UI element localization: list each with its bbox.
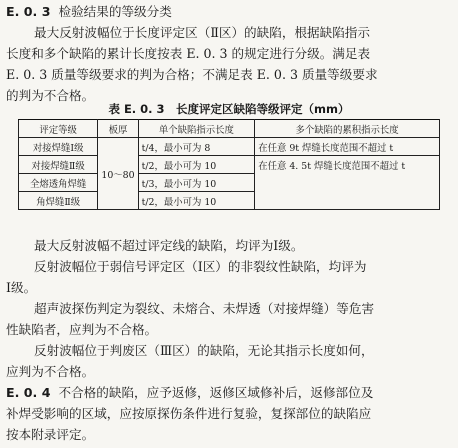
single-length-cell: t/2，最小可为 10: [138, 192, 255, 210]
table-caption: 表 E. 0. 3 长度评定区缺陷等级评定（mm）: [108, 102, 350, 116]
grade-cell: 对接焊缝Ⅰ级: [19, 138, 98, 156]
clause-line3: 按本附录评定。: [6, 427, 95, 442]
para4-line1: 超声波探伤判定为裂纹、未熔合、未焊透（对接焊缝）等危害: [34, 301, 375, 316]
para1-line4: 的判为不合格。: [6, 88, 95, 103]
para4-line2: 性缺陷者，应判为不合格。: [6, 322, 158, 337]
table-header-row: [19, 120, 440, 138]
single-length-cell: t/2，最小可为 10: [138, 156, 255, 174]
para2-line1: 最大反射波幅不超过评定线的缺陷，均评为Ⅰ级。: [34, 238, 304, 253]
grade-table: [18, 119, 440, 210]
section-number: E. 0. 3: [6, 4, 51, 19]
thickness-cell: 10～80: [98, 138, 138, 210]
para1-line1: 最大反射波幅位于长度评定区（Ⅱ区）的缺陷，根据缺陷指示: [34, 25, 370, 40]
para3-line1: 反射波幅位于弱信号评定区（Ⅰ区）的非裂纹性缺陷，均评为: [34, 259, 367, 274]
section-title: 检验结果的等级分类: [58, 4, 172, 19]
header-single-length: 单个缺陷指示长度: [138, 120, 255, 138]
para1-line3: E. 0. 3 质量等级要求的判为合格；不满足表 E. 0. 3 质量等级要求: [6, 67, 378, 82]
single-length-cell: t/3，最小可为 10: [138, 174, 255, 192]
table-row: [19, 138, 440, 156]
para5-line2: 应判为不合格。: [6, 364, 95, 379]
para5-line1: 反射波幅位于判废区（Ⅲ区）的缺陷，无论其指示长度如何，: [34, 343, 374, 358]
multiple-length-cell: 在任意 9t 焊缝长度范围不超过 t: [255, 138, 440, 156]
section-heading: [6, 1, 452, 22]
clause-number: E. 0. 4: [6, 385, 51, 400]
grade-cell: 角焊缝Ⅱ级: [19, 192, 98, 210]
para1-line2: 长度和多个缺陷的累计长度按表 E. 0. 3 的规定进行分级。满足表: [6, 46, 371, 61]
multiple-length-cell: 在任意 4. 5t 焊缝长度范围不超过 t: [255, 156, 440, 210]
single-length-cell: t/4，最小可为 8: [138, 138, 255, 156]
header-multiple-length: 多个缺陷的累积指示长度: [255, 120, 440, 138]
table-row: [19, 156, 440, 174]
header-thickness: 板厚: [98, 120, 138, 138]
clause-line2: 补焊受影响的区域，应按原探伤条件进行复验，复探部位的缺陷应: [6, 406, 372, 421]
grade-cell: 对接焊缝Ⅱ级: [19, 156, 98, 174]
clause-text: 不合格的缺陷，应予返修，返修区域修补后，返修部位及: [58, 385, 374, 400]
clause-line1: [6, 382, 452, 403]
para3-line2: Ⅰ级。: [6, 280, 37, 295]
grade-cell: 全熔透角焊缝: [19, 174, 98, 192]
header-grade: 评定等级: [19, 120, 98, 138]
